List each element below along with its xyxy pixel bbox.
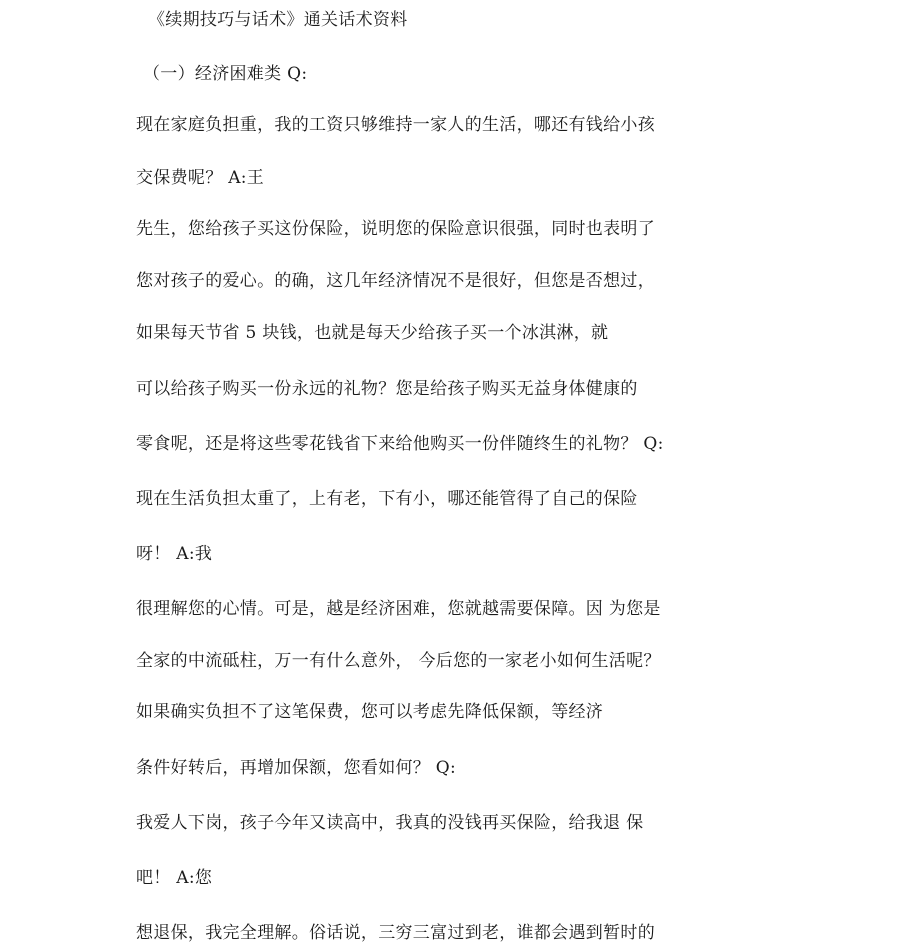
body-line: 吧！ A:您 xyxy=(136,868,213,888)
body-line: 可以给孩子购买一份永远的礼物？您是给孩子购买无益身体健康的 xyxy=(136,379,638,399)
body-line: 条件好转后，再增加保额，您看如何？ Q: xyxy=(136,758,457,778)
section-heading: （一）经济困难类 Q: xyxy=(143,64,308,84)
body-line: 现在家庭负担重，我的工资只够维持一家人的生活，哪还有钱给小孩 xyxy=(136,115,655,135)
body-line: 零食呢，还是将这些零花钱省下来给他购买一份伴随终生的礼物？ Q: xyxy=(136,434,664,454)
body-line: 想退保，我完全理解。俗话说，三穷三富过到老，谁都会遇到暂时的 xyxy=(136,923,655,943)
body-line: 您对孩子的爱心。的确，这几年经济情况不是很好，但您是否想过， xyxy=(136,271,655,291)
body-line: 先生，您给孩子买这份保险，说明您的保险意识很强，同时也表明了 xyxy=(136,219,655,239)
body-line: 我爱人下岗，孩子今年又读高中，我真的没钱再买保险，给我退 保 xyxy=(136,813,644,833)
document-title: 《续期技巧与话术》通关话术资料 xyxy=(148,10,408,30)
body-line: 呀！ A:我 xyxy=(136,544,213,564)
body-line: 交保费呢？ A:王 xyxy=(136,168,265,188)
body-line: 如果每天节省 5 块钱，也就是每天少给孩子买一个冰淇淋，就 xyxy=(136,323,609,343)
body-line: 现在生活负担太重了，上有老，下有小，哪还能管得了自己的保险 xyxy=(136,489,638,509)
body-line: 如果确实负担不了这笔保费，您可以考虑先降低保额，等经济 xyxy=(136,702,604,722)
body-line: 很理解您的心情。可是，越是经济困难，您就越需要保障。因 为您是 xyxy=(136,599,661,619)
body-line: 全家的中流砥柱，万一有什么意外， 今后您的一家老小如何生活呢？ xyxy=(136,651,661,671)
